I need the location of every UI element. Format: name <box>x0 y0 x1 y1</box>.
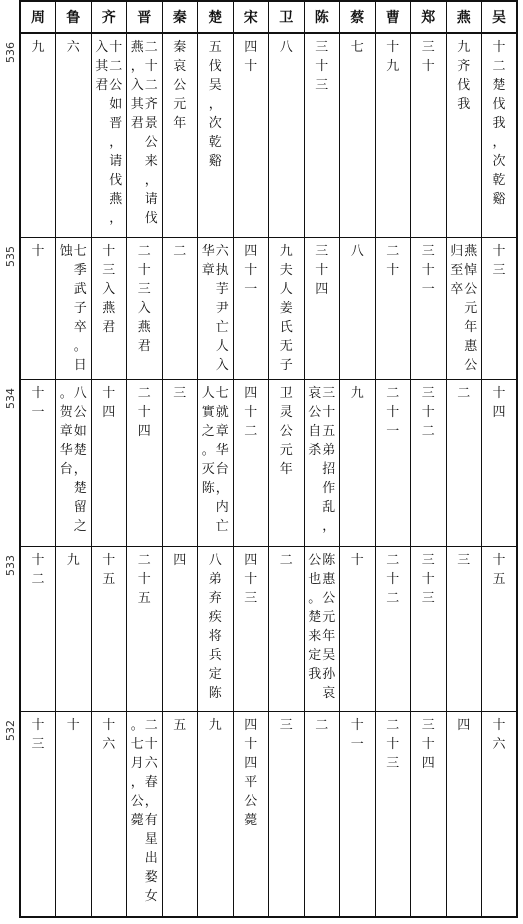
cell-text: 五 伐 吴 ， 次 乾 谿 <box>208 40 222 169</box>
cell-text: 二 十 二 齐 景 公 来 ， 请 伐 燕 ， 入 其 君 <box>130 40 158 226</box>
table-cell <box>340 33 376 237</box>
table-cell <box>127 237 163 379</box>
cell-text: 陈 惠 公 元 年 吴 孙 哀 公 也 。 楚 来 定 我 <box>308 552 336 701</box>
table-cell <box>91 33 127 237</box>
table-cell <box>233 33 269 237</box>
table-cell <box>482 379 518 546</box>
table-cell <box>411 711 447 917</box>
cell-text: 三 <box>279 717 293 733</box>
table-cell <box>91 379 127 546</box>
table-cell <box>162 237 198 379</box>
table-cell <box>20 33 56 237</box>
cell-text: 十 二 <box>31 552 45 587</box>
table-cell <box>411 379 447 546</box>
table-cell <box>269 379 305 546</box>
table-cell <box>20 711 56 917</box>
year-row <box>20 33 517 237</box>
year-label: 533 <box>4 555 17 576</box>
table-cell <box>340 379 376 546</box>
year-row <box>20 379 517 546</box>
cell-text: 七 季 武 子 卒 。 日 蚀 <box>59 243 87 373</box>
year-row <box>20 711 517 917</box>
cell-text: 燕 悼 公 元 年 惠 公 归 至 卒 <box>450 243 478 373</box>
table-cell <box>340 546 376 711</box>
cell-text: 五 <box>173 717 187 733</box>
cell-text: 十 五 <box>102 552 116 587</box>
table-cell <box>482 711 518 917</box>
cell-text: 四 十 三 <box>244 552 258 606</box>
table-cell <box>56 711 92 917</box>
cell-text: 十 三 <box>31 717 45 752</box>
cell-text: 二 <box>279 552 293 568</box>
cell-text: 秦 哀 公 元 年 <box>173 40 187 131</box>
table-cell <box>91 237 127 379</box>
state-header: 秦 <box>162 1 198 33</box>
cell-text: 十 二 楚 伐 我 ， 次 乾 谿 <box>492 40 506 207</box>
year-row <box>20 237 517 379</box>
table-cell <box>375 379 411 546</box>
cell-text: 二 十 五 <box>137 552 151 606</box>
state-header-row <box>20 1 517 33</box>
table-cell <box>91 546 127 711</box>
cell-text: 七 <box>350 40 364 55</box>
table-cell <box>269 33 305 237</box>
state-header: 楚 <box>198 1 234 33</box>
table-cell <box>482 237 518 379</box>
cell-text: 四 十 <box>244 40 258 74</box>
cell-text: 四 十 一 <box>244 243 258 297</box>
cell-text: 十 三 入 燕 君 <box>102 243 116 335</box>
table-cell <box>127 711 163 917</box>
year-label: 534 <box>4 388 17 409</box>
table-cell <box>340 237 376 379</box>
cell-text: 七 就 章 华 台 ， 内 亡 人 實 之 。 灭 陈 <box>201 385 229 534</box>
table-cell <box>20 379 56 546</box>
table-cell <box>198 379 234 546</box>
cell-text: 二 十 四 <box>137 385 151 439</box>
cell-text: 八 <box>350 243 364 259</box>
cell-text: 十 二 公 如 晋 ， 请 伐 燕 ， 入 其 君 <box>95 40 123 226</box>
cell-text: 十 <box>66 717 80 733</box>
cell-text: 十 <box>350 552 364 568</box>
table-cell <box>56 237 92 379</box>
table-cell <box>375 237 411 379</box>
cell-text: 十 九 <box>386 40 400 74</box>
cell-text: 卫 灵 公 元 年 <box>279 385 293 477</box>
state-header: 燕 <box>446 1 482 33</box>
state-header: 宋 <box>233 1 269 33</box>
state-header: 鲁 <box>56 1 92 33</box>
table-cell <box>233 379 269 546</box>
cell-text: 九 <box>66 552 80 568</box>
table-cell <box>446 237 482 379</box>
table-cell <box>340 711 376 917</box>
table-cell <box>304 546 340 711</box>
table-cell <box>56 546 92 711</box>
chronology-table <box>19 0 518 918</box>
state-header: 陈 <box>304 1 340 33</box>
table-cell <box>198 237 234 379</box>
cell-text: 九 <box>208 717 222 733</box>
table-cell <box>20 546 56 711</box>
cell-text: 十 一 <box>350 717 364 752</box>
table-cell <box>198 711 234 917</box>
table-cell <box>162 546 198 711</box>
table-cell <box>162 33 198 237</box>
state-header: 郑 <box>411 1 447 33</box>
cell-text: 三 <box>173 385 187 401</box>
cell-text: 九 <box>31 40 45 55</box>
table-cell <box>127 33 163 237</box>
cell-text: 三 十 三 <box>315 40 329 93</box>
cell-text: 四 十 二 <box>244 385 258 439</box>
cell-text: 十 四 <box>102 385 116 420</box>
cell-text: 四 十 四 平 公 薨 <box>244 717 258 828</box>
state-header: 蔡 <box>340 1 376 33</box>
table-cell <box>411 546 447 711</box>
state-header: 吴 <box>482 1 518 33</box>
cell-text: 九 <box>350 385 364 401</box>
cell-text: 八 <box>279 40 293 55</box>
cell-text: 十 一 <box>31 385 45 420</box>
table-cell <box>411 33 447 237</box>
cell-text: 六 执 芋 尹 亡 人 入 华 章 <box>201 243 229 373</box>
table-cell <box>446 33 482 237</box>
cell-text: 十 <box>31 243 45 259</box>
state-header: 晋 <box>127 1 163 33</box>
cell-text: 十 六 <box>492 717 506 752</box>
table-cell <box>233 711 269 917</box>
cell-text: 三 十 <box>421 40 435 74</box>
cell-text: 二 <box>457 385 471 401</box>
cell-text: 三 十 四 <box>315 243 329 297</box>
cell-text: 二 <box>315 717 329 733</box>
table-cell <box>446 711 482 917</box>
table-cell <box>56 33 92 237</box>
table-cell <box>127 546 163 711</box>
table-cell <box>446 379 482 546</box>
table-cell <box>198 546 234 711</box>
table-cell <box>233 546 269 711</box>
table-cell <box>375 33 411 237</box>
cell-text: 三 十 五 弟 招 作 乱 ， 哀 公 自 杀 <box>308 385 336 534</box>
table-cell <box>375 711 411 917</box>
cell-text: 八 公 如 楚 ， 楚 留 之 。 贺 章 华 台 <box>59 385 87 534</box>
table-cell <box>56 379 92 546</box>
cell-text: 九 夫 人 姜 氏 无 子 <box>279 243 293 373</box>
cell-text: 二 十 <box>386 243 400 278</box>
table-cell <box>162 711 198 917</box>
year-label: 535 <box>4 246 17 267</box>
cell-text: 二 十 三 入 燕 君 <box>137 243 151 354</box>
cell-text: 三 <box>457 552 471 568</box>
table-cell <box>127 379 163 546</box>
table-cell <box>91 711 127 917</box>
cell-text: 二 <box>173 243 187 259</box>
table-cell <box>304 711 340 917</box>
table-cell <box>304 33 340 237</box>
state-header: 曹 <box>375 1 411 33</box>
table-cell <box>482 546 518 711</box>
table-cell <box>269 546 305 711</box>
table-cell <box>198 33 234 237</box>
table-cell <box>269 237 305 379</box>
state-header: 卫 <box>269 1 305 33</box>
cell-text: 十 六 <box>102 717 116 752</box>
table-cell <box>162 379 198 546</box>
cell-text: 二 十 三 <box>386 717 400 771</box>
table-cell <box>304 379 340 546</box>
table-cell <box>375 546 411 711</box>
cell-text: 三 十 一 <box>421 243 435 297</box>
cell-text: 十 四 <box>492 385 506 420</box>
table-cell <box>233 237 269 379</box>
table-cell <box>446 546 482 711</box>
state-header: 齐 <box>91 1 127 33</box>
cell-text: 八 弟 弃 疾 将 兵 定 陈 <box>208 552 222 701</box>
cell-text: 四 <box>173 552 187 568</box>
table-body <box>20 33 517 917</box>
cell-text: 四 <box>457 717 471 733</box>
table-cell <box>411 237 447 379</box>
cell-text: 二 十 一 <box>386 385 400 439</box>
year-row <box>20 546 517 711</box>
cell-text: 六 <box>66 40 80 55</box>
cell-text: 十 三 <box>492 243 506 278</box>
table-cell <box>269 711 305 917</box>
cell-text: 三 十 二 <box>421 385 435 439</box>
cell-text: 十 五 <box>492 552 506 587</box>
cell-text: 三 十 四 <box>421 717 435 771</box>
table-cell <box>20 237 56 379</box>
cell-text: 九 齐 伐 我 <box>457 40 471 112</box>
cell-text: 二 十 二 <box>386 552 400 606</box>
year-label: 536 <box>4 42 17 63</box>
table-cell <box>304 237 340 379</box>
table-cell <box>482 33 518 237</box>
cell-text: 三 十 三 <box>421 552 435 606</box>
year-label: 532 <box>4 720 17 741</box>
state-header: 周 <box>20 1 56 33</box>
cell-text: 二 十 六 春 ， 有 星 出 婺 女 。 七 月 ， 公 薨 <box>130 717 158 904</box>
